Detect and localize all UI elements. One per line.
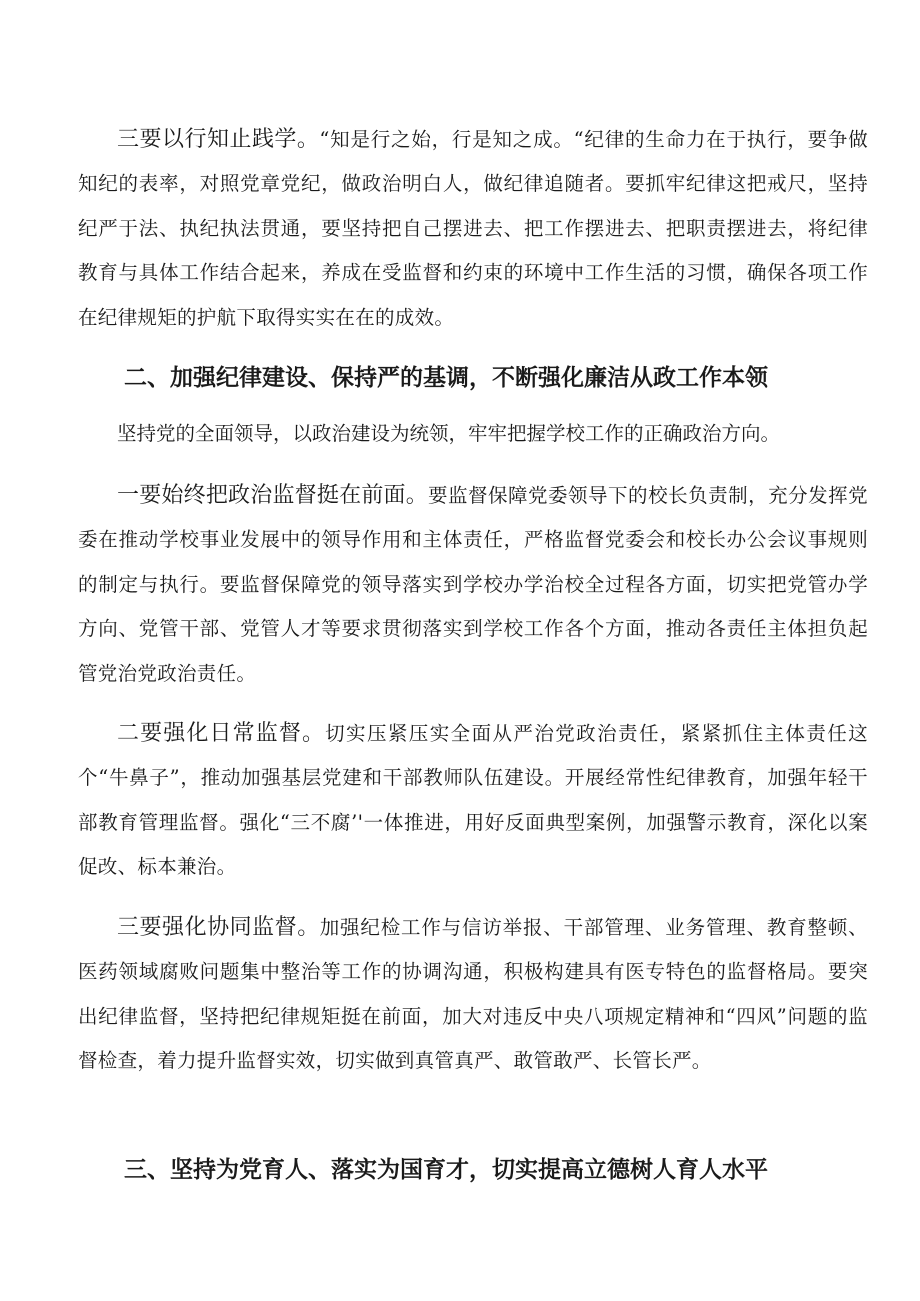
- paragraph-practice-discipline: [78, 118, 868, 340]
- paragraph-body: 加强纪检工作与信访举报、干部管理、业务管理、教育整顿、医药领域腐败问题集中整治等工作的协调沟通，积极构建具有医专特色的监督格局。要突出纪律监督，坚持把纪律规矩挺在前面，加大对违反中央八项规定精神和“四风”问题的监督检查，着力提升监督实效，切实做到真管真严、敢管敢严、长管长严。: [78, 916, 868, 1073]
- paragraph-lead: 一要始终把政治监督挺在前面。: [117, 483, 428, 508]
- paragraph-body: “知是行之始，行是知之成。“纪律的生命力在于执行，要争做知纪的表率，对照党章党纪，做政治明白人，做纪律追随者。要抓牢纪律这把戒尺，坚持纪严于法、执纪执法贯通，要坚持把自己摆进去、把工作摆进去、把职责摆进去，将纪律教育与具体工作结合起来，养成在受监督和约束的环境中工作生活的习惯，确保各项工作在纪律规矩的护航下取得实实在在的成效。: [78, 128, 868, 329]
- section-intro-2: 坚持党的全面领导，以政治建设为统领，牢牢把握学校工作的正确政治方向。: [117, 422, 781, 445]
- paragraph-political-supervision: [78, 474, 868, 696]
- paragraph-lead: 二要强化日常监督。: [117, 721, 326, 746]
- paragraph-coordinated-supervision: [78, 906, 868, 1084]
- paragraph-daily-supervision: [78, 712, 868, 890]
- section-heading-2: 二、加强纪律建设、保持严的基调，不断强化廉洁从政工作本领: [124, 365, 768, 391]
- paragraph-body: 要监督保障党委领导下的校长负责制，充分发挥党委在推动学校事业发展中的领导作用和主体责任，严格监督党委会和校长办公会议事规则的制定与执行。要监督保障党的领导落实到学校办学治校全过程各方面，切实把党管办学方向、党管干部、党管人才等要求贯彻落实到学校工作各个方面，推动各责任主体担负起管党治党政治责任。: [78, 484, 868, 685]
- paragraph-lead: 三要强化协同监督。: [117, 915, 320, 940]
- paragraph-body: 切实压紧压实全面从严治党政治责任，紧紧抓住主体责任这个“牛鼻子”，推动加强基层党建和干部教师队伍建设。开展经常性纪律教育，加强年轻干部教育管理监督。强化“三不腐’'一体推进，用好反面典型案例，加强警示教育，深化以案促改、标本兼治。: [78, 722, 868, 879]
- paragraph-lead: 三要以行知止践学。: [117, 127, 320, 152]
- section-heading-3: 三、坚持为党育人、落实为国育才，切实提高立德树人育人水平: [124, 1157, 768, 1183]
